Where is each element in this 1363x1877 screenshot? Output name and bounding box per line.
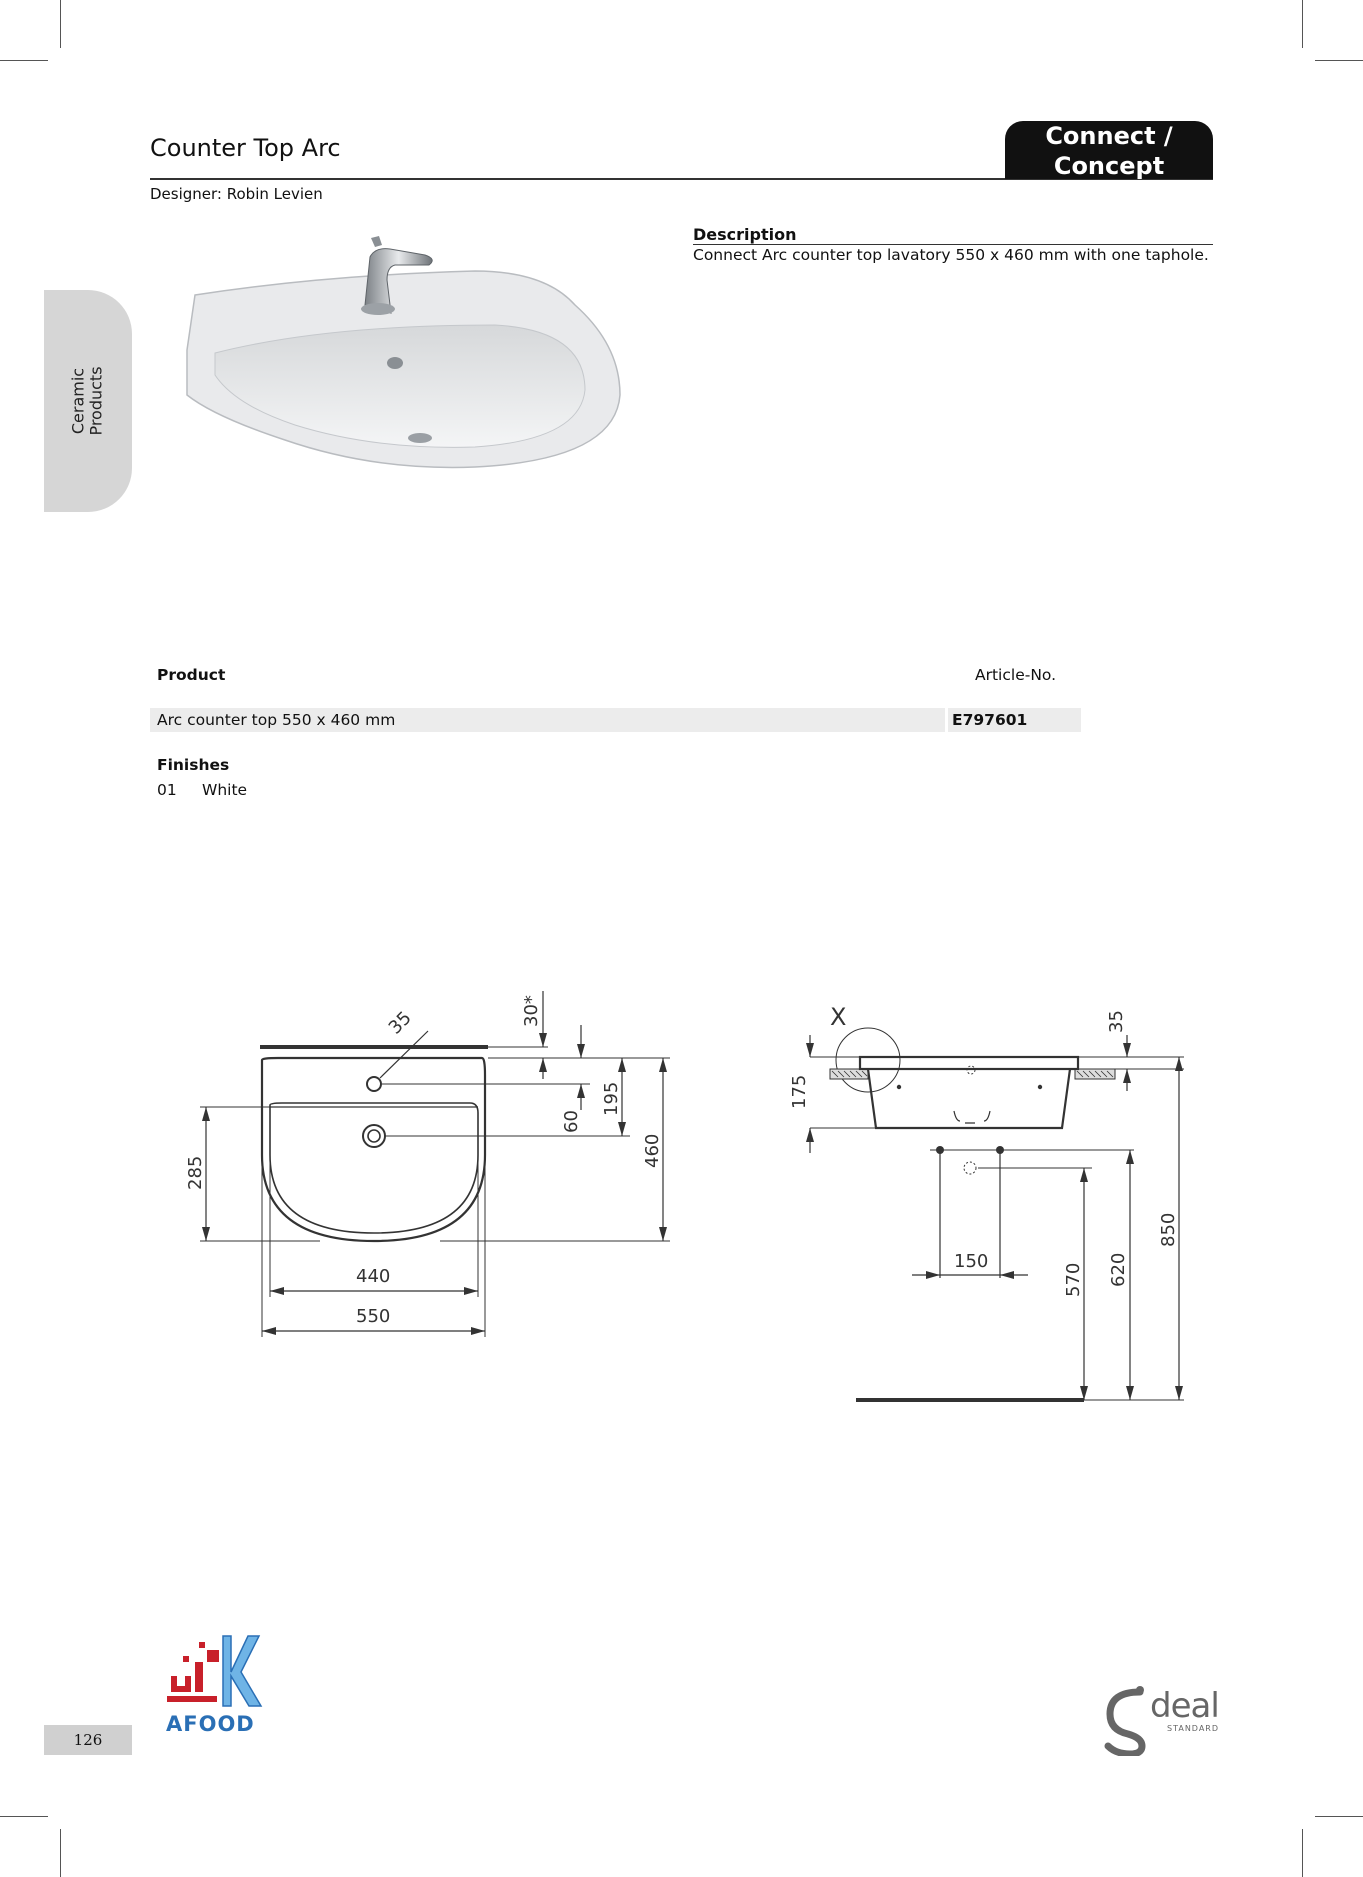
description-heading: Description <box>693 225 797 244</box>
finishes-heading: Finishes <box>157 756 230 774</box>
dim-175-label: 175 <box>789 1074 810 1109</box>
section-tab-line-2: Products <box>87 366 106 436</box>
dim-30-label: 30* <box>521 995 542 1027</box>
dim-570-label: 570 <box>1063 1262 1084 1297</box>
page-title: Counter Top Arc <box>150 134 341 162</box>
series-badge-line-1: Connect / <box>1045 122 1173 150</box>
series-badge <box>1005 121 1213 179</box>
crop-mark <box>60 1829 61 1877</box>
counter-left <box>830 1069 868 1079</box>
dim-195-label: 195 <box>601 1081 622 1116</box>
crop-mark <box>1315 60 1363 61</box>
crop-mark <box>1302 1829 1303 1877</box>
dim-150-label: 150 <box>954 1251 989 1272</box>
crop-mark <box>1315 1816 1363 1817</box>
dealer-logo <box>163 1632 268 1710</box>
description-rule <box>693 244 1213 245</box>
series-badge-line-2: Concept <box>1053 152 1165 180</box>
dim-550-label: 550 <box>356 1306 391 1327</box>
crop-mark <box>0 1816 48 1817</box>
plan-view-drawing <box>170 985 690 1345</box>
dim-35-side-label: 35 <box>1106 1010 1127 1033</box>
detail-circle <box>836 1028 900 1092</box>
designer-credit: Designer: Robin Levien <box>150 185 323 203</box>
product-name-cell: Arc counter top 550 x 460 mm <box>157 711 396 729</box>
crop-mark <box>0 60 48 61</box>
section-tab-line-1: Ceramic <box>69 367 88 435</box>
counter-right <box>1075 1069 1115 1079</box>
finish-name: White <box>202 781 248 799</box>
dealer-logo-text: AFOOD <box>166 1712 255 1736</box>
page-number: 126 <box>73 1731 103 1749</box>
detail-x-label: X <box>830 1003 847 1031</box>
description-text: Connect Arc counter top lavatory 550 x 460 mm with one taphole. <box>693 246 1209 264</box>
finish-code: 01 <box>157 781 177 799</box>
brand-logo-word: deal <box>1150 1686 1219 1726</box>
table-header-article: Article-No. <box>975 666 1057 684</box>
dim-440-label: 440 <box>356 1266 391 1287</box>
crop-mark <box>60 0 61 48</box>
brand-logo-sub: STANDARD <box>1167 1724 1220 1733</box>
article-number-cell: E797601 <box>952 711 1028 729</box>
taphole <box>367 1077 381 1091</box>
drain <box>363 1125 385 1147</box>
bowl-outline <box>270 1103 478 1233</box>
basin-photo <box>175 235 635 480</box>
side-view-drawing <box>770 995 1210 1415</box>
dim-620-label: 620 <box>1108 1252 1129 1287</box>
crop-mark <box>1302 0 1303 48</box>
dim-60-label: 60 <box>561 1110 582 1133</box>
dim-850-label: 850 <box>1158 1212 1179 1247</box>
table-header-product: Product <box>157 666 226 684</box>
section-tab-label <box>44 290 132 512</box>
basin-body <box>868 1069 1070 1128</box>
basin-rim <box>860 1057 1078 1069</box>
dim-460-label: 460 <box>642 1133 663 1168</box>
dim-35-label: 35 <box>384 1007 416 1039</box>
dim-285-label: 285 <box>185 1155 206 1190</box>
